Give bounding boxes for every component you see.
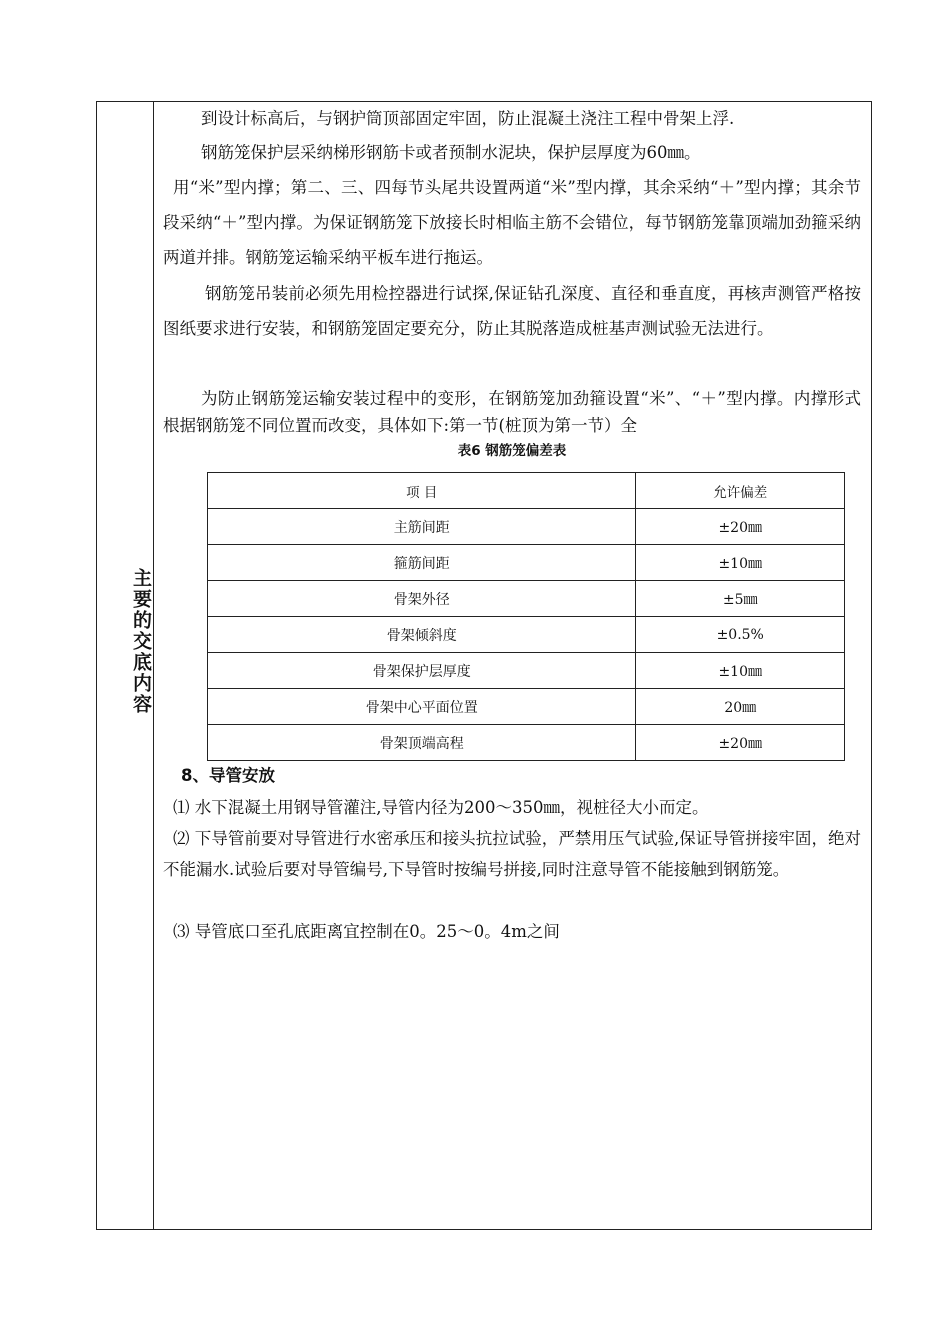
paragraph-5: 为防止钢筋笼运输安装过程中的变形，在钢筋笼加劲箍设置“米”、“＋”型内撑。内撑形式根据钢筋笼不同位置而改变，具体如下:第一节(桩顶为第一节）全 <box>163 389 861 435</box>
handover-form-frame <box>96 101 872 1230</box>
table-header-row <box>208 473 845 509</box>
row-item: 骨架保护层厚度 <box>208 653 636 689</box>
row-item: 主筋间距 <box>208 509 636 545</box>
section-8-item-1: ⑴ 水下混凝土用钢导管灌注,导管内径为200～350㎜，视桩径大小而定。 <box>173 798 709 817</box>
section-8-item-2: ⑵ 下导管前要对导管进行水密承压和接头抗拉试验，严禁用压气试验,保证导管拼接牢固，绝对不能漏水.试验后要对导管编号,下导管时按编号拼接,同时注意导管不能接触到钢筋笼。 <box>163 829 861 879</box>
table-row <box>208 617 845 653</box>
table-row <box>208 581 845 617</box>
row-item: 箍筋间距 <box>208 545 636 581</box>
row-item: 骨架顶端高程 <box>208 725 636 761</box>
paragraph-1: 到设计标高后，与钢护筒顶部固定牢固，防止混凝土浇注工程中骨架上浮. <box>201 109 735 128</box>
paragraph-3: 用“米”型内撑；第二、三、四每节头尾共设置两道“米”型内撑，其余采纳“＋”型内撑；其余节段采纳“＋”型内撑。为保证钢筋笼下放接长时相临主筋不会错位，每节钢筋笼靠顶端加劲箍采纳两道并排。钢筋笼运输采纳平板车进行拖运。 <box>163 178 861 267</box>
row-item: 骨架外径 <box>208 581 636 617</box>
row-item: 骨架中心平面位置 <box>208 689 636 725</box>
table-row <box>208 509 845 545</box>
table-row <box>208 653 845 689</box>
section-8-item-3: ⑶ 导管底口至孔底距离宜控制在0。25～0。4m之间 <box>173 922 560 941</box>
side-label: 主要的交底内容 <box>130 568 152 715</box>
row-tolerance: ±5㎜ <box>636 581 845 617</box>
row-tolerance: ±10㎜ <box>636 653 845 689</box>
table-row <box>208 725 845 761</box>
paragraph-2: 钢筋笼保护层采纳梯形钢筋卡或者预制水泥块，保护层厚度为60㎜。 <box>201 143 701 162</box>
table-row <box>208 545 845 581</box>
row-tolerance: ±20㎜ <box>636 509 845 545</box>
row-item: 骨架倾斜度 <box>208 617 636 653</box>
row-tolerance: ±0.5% <box>636 617 845 653</box>
table-caption: 表6 钢筋笼偏差表 <box>457 443 567 459</box>
paragraph-4: 钢筋笼吊装前必须先用检控器进行试探,保证钻孔深度、直径和垂直度，再核声测管严格按图纸要求进行安装，和钢筋笼固定要充分，防止其脱落造成桩基声测试验无法进行。 <box>163 284 861 338</box>
side-label-column <box>97 102 154 1229</box>
row-tolerance: ±10㎜ <box>636 545 845 581</box>
section-8-title: 8、导管安放 <box>181 766 275 785</box>
row-tolerance: 20㎜ <box>636 689 845 725</box>
header-item: 项 目 <box>208 473 636 509</box>
deviation-table <box>207 472 845 761</box>
table-row <box>208 689 845 725</box>
row-tolerance: ±20㎜ <box>636 725 845 761</box>
header-tolerance: 允许偏差 <box>636 473 845 509</box>
